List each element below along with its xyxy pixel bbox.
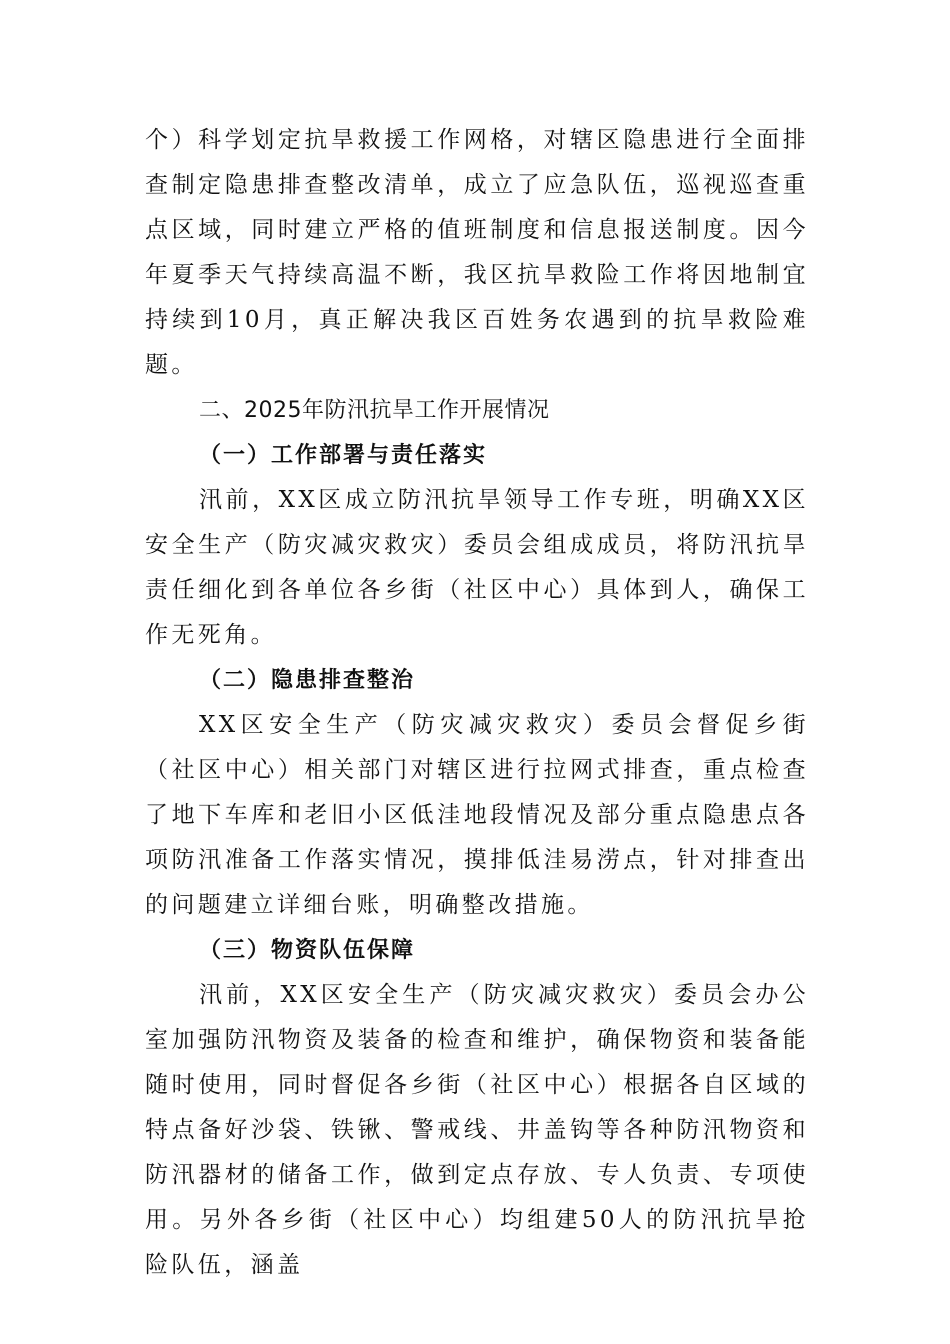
subsection-heading-2: （二）隐患排查整治 <box>199 667 416 693</box>
paragraph-hazard-inspection: XX区安全生产（防灾减灾救灾）委员会督促乡街（社区中心）相关部门对辖区进行拉网式排查，重点检查了地下车库和老旧小区低洼地段情况及部分重点隐患点各项防汛准备工作落实情况，摸排低洼易涝点，针对排查出的问题建立详细台账，明确整改措施。 <box>145 712 809 918</box>
document-page <box>145 118 809 1288</box>
paragraph-continued: 个）科学划定抗旱救援工作网格，对辖区隐患进行全面排查制定隐患排查整改清单，成立了应急队伍，巡视巡查重点区域，同时建立严格的值班制度和信息报送制度。因今年夏季天气持续高温不断，我区抗旱救险工作将因地制宜持续到10月，真正解决我区百姓务农遇到的抗旱救险难题。 <box>145 127 809 378</box>
paragraph-work-deployment: 汛前，XX区成立防汛抗旱领导工作专班，明确XX区安全生产（防灾减灾救灾）委员会组成成员，将防汛抗旱责任细化到各单位各乡街（社区中心）具体到人，确保工作无死角。 <box>145 487 809 648</box>
section-heading: 二、2025年防汛抗旱工作开展情况 <box>199 398 550 423</box>
subsection-heading-1: （一）工作部署与责任落实 <box>199 442 488 468</box>
paragraph-supplies-teams: 汛前，XX区安全生产（防灾减灾救灾）委员会办公室加强防汛物资及装备的检查和维护，确保物资和装备能随时使用，同时督促各乡街（社区中心）根据各自区域的特点备好沙袋、铁锹、警戒线、井盖钩等各种防汛物资和防汛器材的储备工作，做到定点存放、专人负责、专项使用。另外各乡街（社区中心）均组建50人的防汛抗旱抢险队伍，涵盖 <box>145 982 809 1278</box>
subsection-heading-3: （三）物资队伍保障 <box>199 937 416 963</box>
